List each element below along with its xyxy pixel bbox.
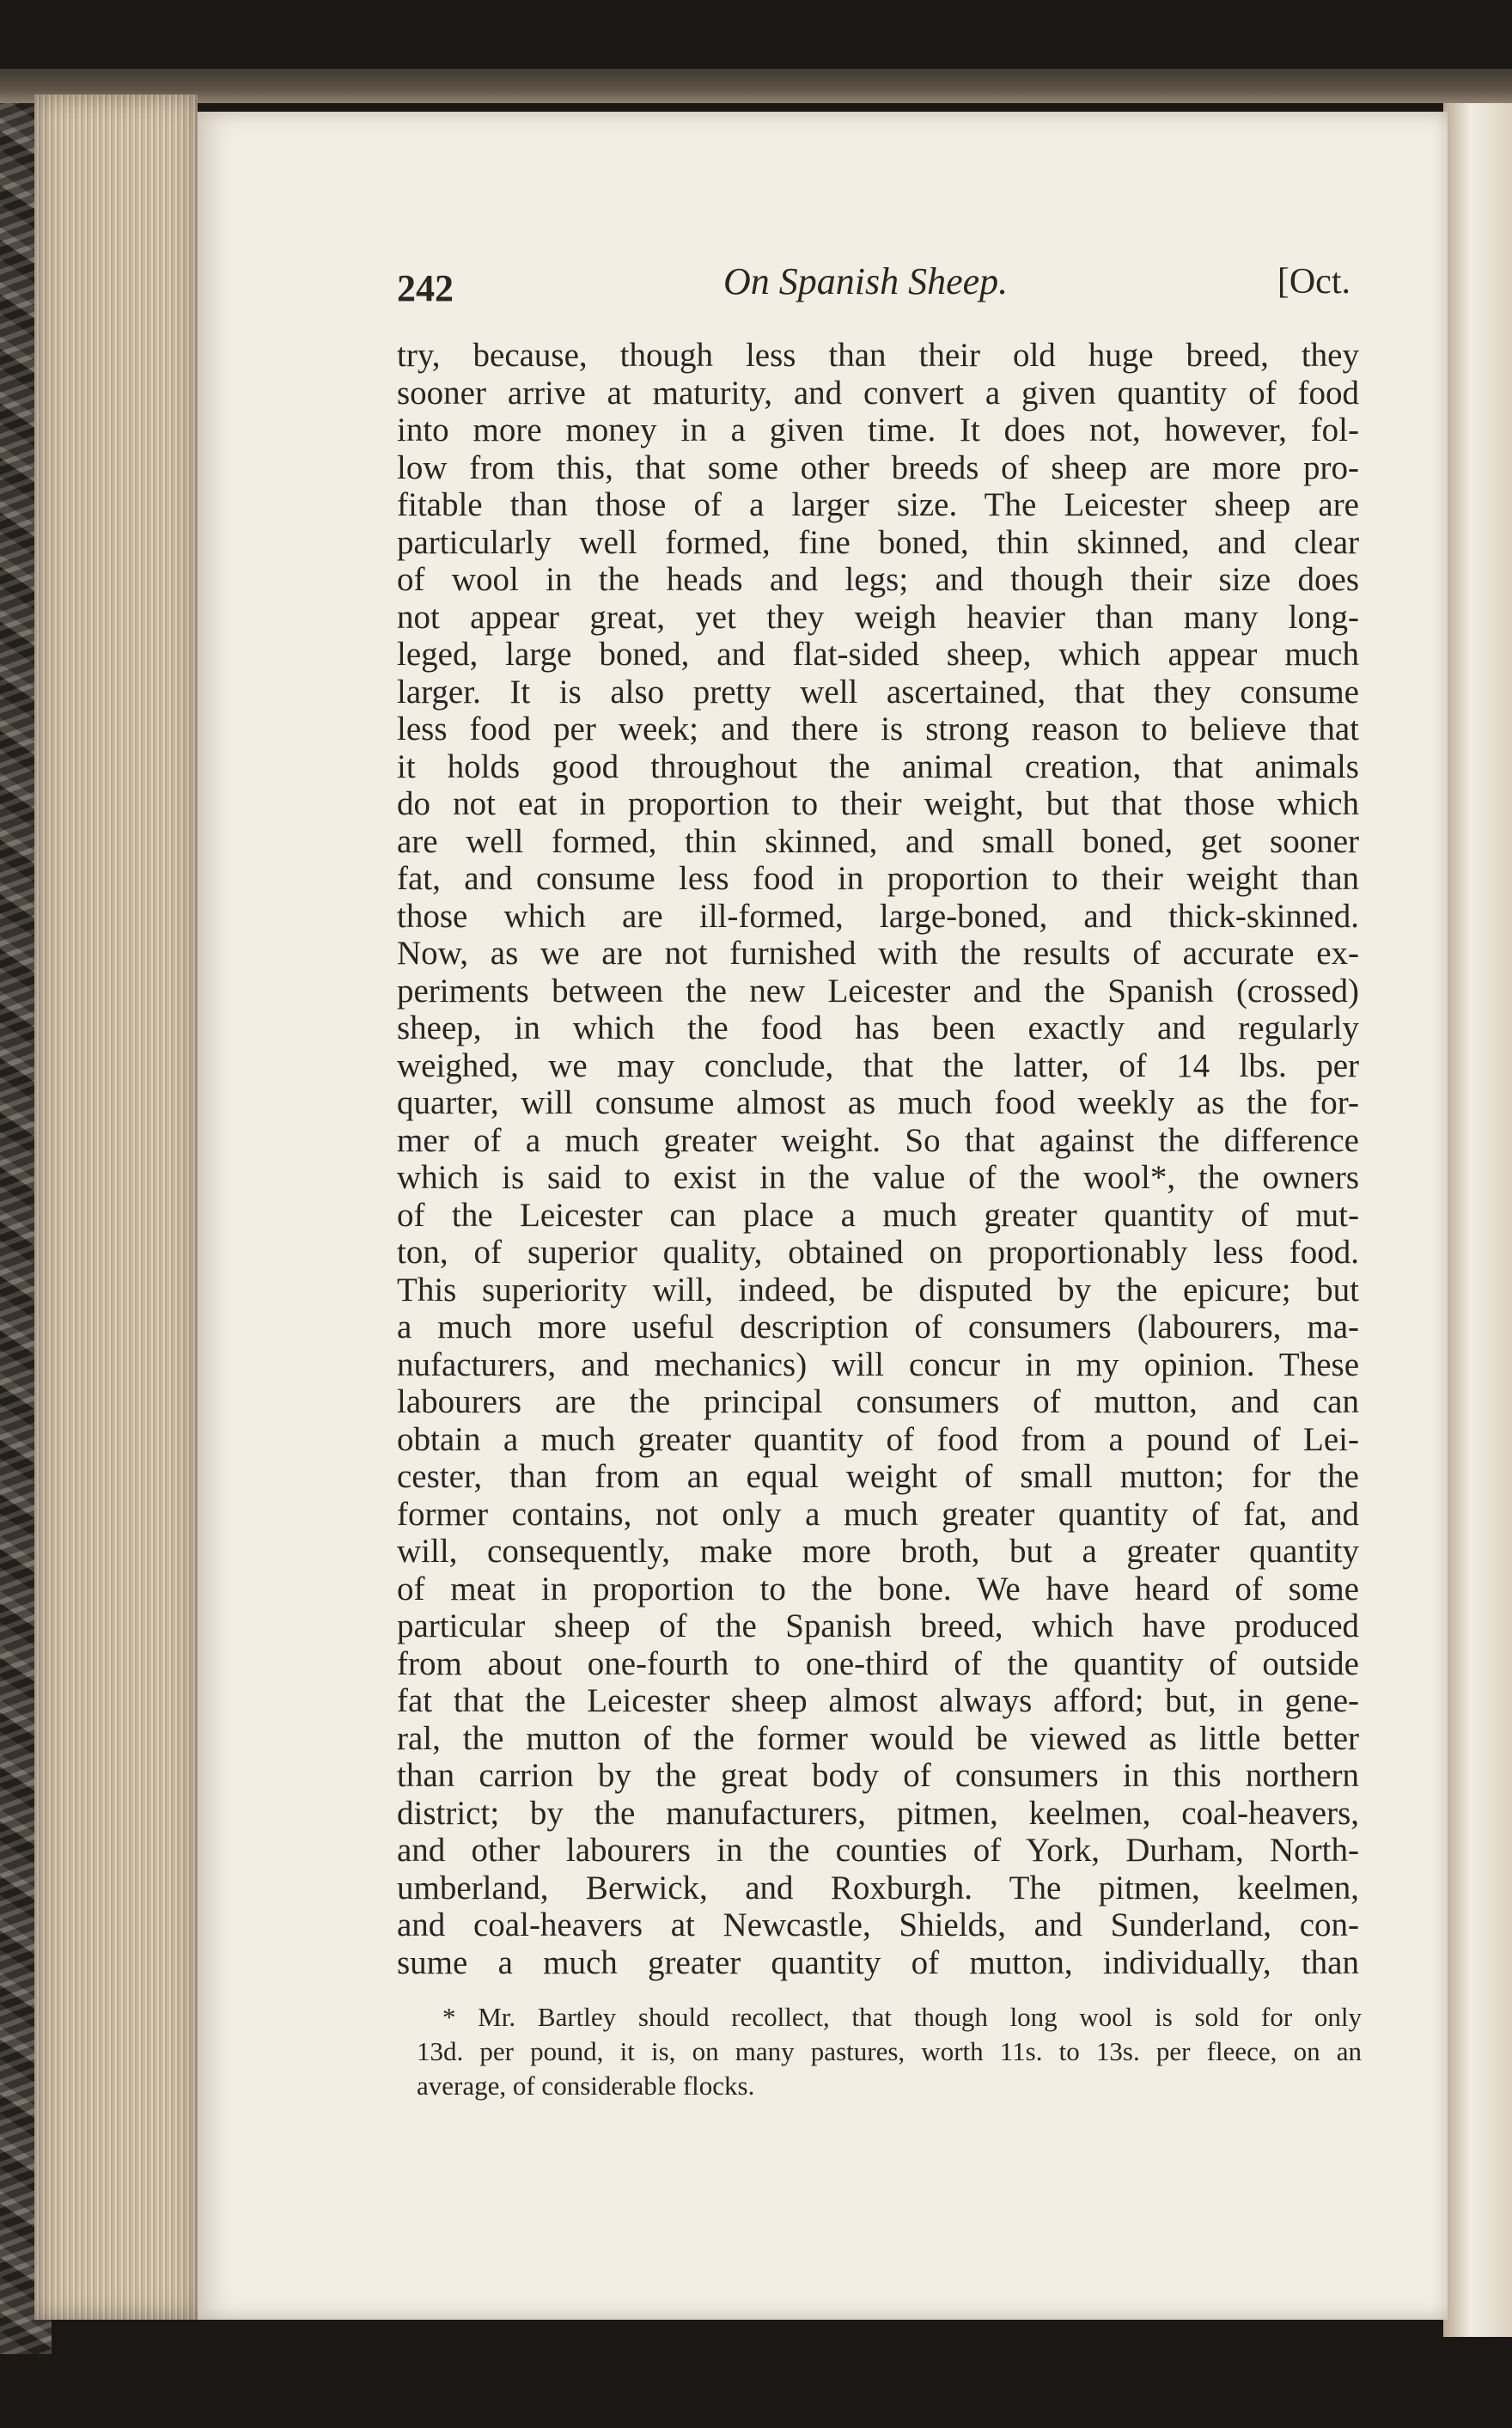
text-line: obtain a much greater quantity of food from a pound of Lei- — [397, 1420, 1359, 1458]
text-line: of wool in the heads and legs; and though their size does — [397, 561, 1359, 598]
text-line: Now, as we are not furnished with the results of accurate ex- — [397, 935, 1359, 972]
facing-page-edge — [1443, 103, 1512, 2337]
text-line: former contains, not only a much greater quantity of fat, and — [397, 1495, 1359, 1533]
text-line: into more money in a given time. It does not, however, fol- — [397, 412, 1359, 448]
text-line: periments between the new Leicester and the Spanish (crossed) — [397, 972, 1359, 1010]
text-line: nufacturers, and mechanics) will concur in my opinion. These — [397, 1345, 1359, 1383]
text-line: mer of a much greater weight. So that against the difference — [397, 1121, 1359, 1159]
text-line: sheep, in which the food has been exactly and regularly — [397, 1010, 1359, 1046]
text-line: fat that the Leicester sheep almost always afford; but, in gene- — [397, 1682, 1359, 1719]
text-line: This superiority will, indeed, be disputed by the epicure; but — [397, 1271, 1359, 1309]
text-line: and other labourers in the counties of York, Durham, North- — [397, 1832, 1359, 1869]
text-line: ral, the mutton of the former would be viewed as little better — [397, 1719, 1359, 1757]
text-line: low from this, that some other breeds of sheep are more pro- — [397, 448, 1359, 486]
text-line: particular sheep of the Spanish breed, which have produced — [397, 1607, 1359, 1644]
running-title: On Spanish Sheep. — [723, 260, 1009, 302]
text-line: of the Leicester can place a much greater quantity of mut- — [397, 1196, 1359, 1234]
text-line: less food per week; and there is strong reason to believe that — [397, 711, 1359, 747]
text-line: sooner arrive at maturity, and convert a given quantity of food — [397, 374, 1359, 412]
text-line: try, because, though less than their old huge breed, they — [397, 337, 1359, 374]
text-line: particularly well formed, fine boned, thin skinned, and clear — [397, 523, 1359, 561]
text-line: weighed, we may conclude, that the latter, of 14 lbs. per — [397, 1046, 1359, 1084]
text-line: larger. It is also pretty well ascertained, that they consume — [397, 673, 1359, 711]
text-line: and coal-heavers at Newcastle, Shields, and Sunderland, con- — [397, 1906, 1359, 1943]
page-number: 242 — [397, 267, 454, 309]
footnote-line: average, of considerable flocks. — [417, 2071, 755, 2101]
text-line: ton, of superior quality, obtained on proportionably less food. — [397, 1234, 1359, 1271]
footnote-line: 13d. per pound, it is, on many pastures, worth 11s. to 13s. per fleece, on an — [417, 2036, 1362, 2066]
text-line: a much more useful description of consumers (labourers, ma- — [397, 1309, 1359, 1345]
text-line: not appear great, yet they weigh heavier than many long- — [397, 598, 1359, 636]
text-line: which is said to exist in the value of the wool*, the owners — [397, 1159, 1359, 1196]
text-line: those which are ill-formed, large-boned, and thick-skinned. — [397, 897, 1359, 935]
body-text — [397, 337, 1359, 1981]
text-line: do not eat in proportion to their weight, but that those which — [397, 785, 1359, 822]
text-line: umberland, Berwick, and Roxburgh. The pitmen, keelmen, — [397, 1869, 1359, 1906]
text-line: cester, than from an equal weight of small mutton; for the — [397, 1458, 1359, 1495]
text-line: it holds good throughout the animal creation, that animals — [397, 747, 1359, 785]
book-top-edge — [0, 69, 1512, 103]
page-block-edge — [34, 95, 198, 2320]
page-header — [397, 258, 1359, 318]
text-line: quarter, will consume almost as much food weekly as the for- — [397, 1084, 1359, 1121]
text-line: are well formed, thin skinned, and small boned, get sooner — [397, 822, 1359, 860]
text-line: labourers are the principal consumers of mutton, and can — [397, 1383, 1359, 1420]
footnote — [417, 2000, 1362, 2103]
text-line: district; by the manufacturers, pitmen, keelmen, coal-heavers, — [397, 1794, 1359, 1832]
text-line: fat, and consume less food in proportion to their weight than — [397, 860, 1359, 897]
footnote-line: * Mr. Bartley should recollect, that though long wool is sold for only — [442, 2002, 1362, 2032]
section-mark: [Oct. — [1277, 262, 1350, 302]
text-line: fitable than those of a larger size. The Leicester sheep are — [397, 486, 1359, 523]
text-line: than carrion by the great body of consumers in this northern — [397, 1757, 1359, 1794]
text-line: of meat in proportion to the bone. We have heard of some — [397, 1570, 1359, 1607]
text-line: will, consequently, make more broth, but a greater quantity — [397, 1533, 1359, 1570]
text-line: sume a much greater quantity of mutton, individually, than — [397, 1943, 1359, 1981]
text-line: from about one-fourth to one-third of the quantity of outside — [397, 1644, 1359, 1682]
text-line: leged, large boned, and flat-sided sheep, which appear much — [397, 636, 1359, 673]
